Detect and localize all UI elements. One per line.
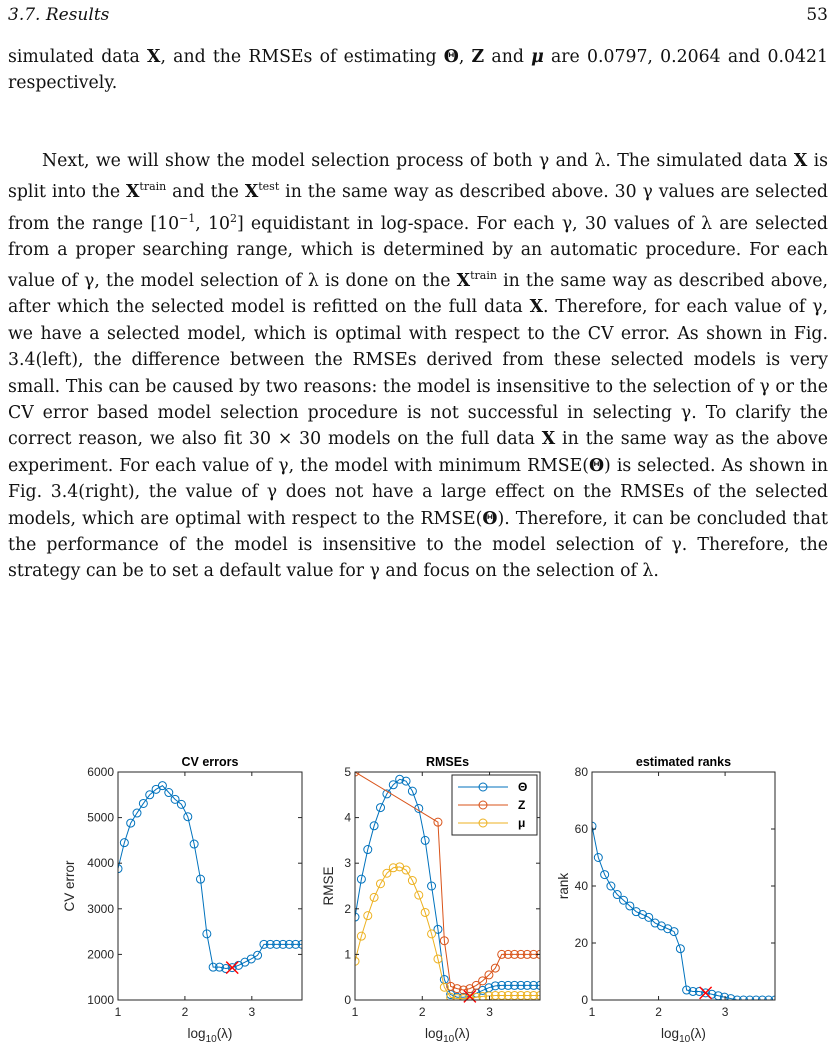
y-tick-label: 40 — [574, 879, 588, 893]
x-tick-label: 3 — [248, 1005, 256, 1019]
chart-title: estimated ranks — [635, 755, 732, 769]
y-axis-label: CV error — [62, 860, 77, 912]
y-tick-label: 5 — [344, 765, 351, 779]
y-tick-label: 60 — [574, 822, 588, 836]
chart-panel-1 — [62, 755, 306, 1045]
chart-title: RMSEs — [425, 755, 470, 769]
x-tick-label: 1 — [588, 1005, 596, 1019]
x-tick-label: 1 — [351, 1005, 359, 1019]
y-tick-label: 0 — [581, 993, 588, 1007]
x-axis-label: $\log_{10}(\lambda)$ — [187, 1026, 233, 1045]
x-tick-label: 2 — [418, 1005, 426, 1019]
y-tick-label: 4000 — [87, 856, 114, 871]
x-tick-label: 2 — [181, 1005, 189, 1019]
x-tick-label: 2 — [655, 1005, 662, 1019]
legend-label: μ — [518, 816, 526, 830]
axes-box — [592, 772, 775, 1000]
y-tick-label: 4 — [344, 810, 351, 825]
paragraph-1: simulated data X, and the RMSEs of estimating Θ, Z and μ are 0.0797, 0.2064 and 0.0421 respectively. — [8, 47, 828, 94]
y-tick-label: 3 — [344, 856, 351, 871]
x-tick-label: 3 — [486, 1005, 493, 1019]
x-axis-label: $\log_{10}(\lambda)$ — [661, 1026, 706, 1045]
chart-title: CV errors — [181, 755, 239, 769]
y-tick-label: 0 — [344, 993, 351, 1007]
y-tick-label: 5000 — [87, 810, 114, 825]
y-axis-label: RMSE — [321, 866, 336, 906]
chart-legend — [452, 775, 537, 835]
y-tick-label: 6000 — [87, 765, 114, 779]
figure-3-4 — [0, 740, 836, 1051]
series-line-1 — [592, 826, 775, 1000]
x-tick-label: 3 — [721, 1005, 729, 1019]
chart-panel-3 — [556, 755, 779, 1045]
page-number: 53 — [806, 5, 828, 25]
y-tick-label: 80 — [574, 765, 588, 779]
legend-label: Θ — [518, 780, 528, 794]
chart-data-layer — [588, 822, 779, 1004]
y-tick-label: 1 — [344, 947, 351, 962]
y-tick-label: 2000 — [87, 947, 114, 962]
y-tick-label: 3000 — [87, 901, 114, 916]
x-tick-label: 1 — [114, 1005, 122, 1019]
paragraph-2: Next, we will show the model selection process of both γ and λ. The simulated data X is split into the $X^{train}$ and the $X^{test}$ in the same way as described above. 30 γ values are selected from the range [$10^{-1}$, $10^2$] equidistant in log-space. For each γ, 30 values of λ are selected from a proper searching range, which is determined by an automatic procedure. For each value of γ, the model selection of λ is done on the $X^{train}$ in the same way as described above, after which the selected model is refitted on the full data X. Therefore, for each value of γ, we have a selected model, which is optimal with respect to the CV error. As shown in Fig. 3.4(left), the difference between the RMSEs derived from these selected models is very small. This can be caused by two reasons: the model is insensitive to the selection of γ or the CV error based model selection procedure is not successful in selecting γ. To clarify the correct reason, we also fit 30 × 30 models on the full data X in the same way as the above experiment. For each value of γ, the model with minimum RMSE(Θ) is selected. As shown in Fig. 3.4(right), the value of γ does not have a large effect on the RMSEs of the selected models, which are optimal with respect to the RMSE(Θ). Therefore, it can be concluded that the performance of the model is insensitive to the model selection of γ. Therefore, the strategy can be to set a default value for γ and focus on the selection of λ. — [8, 151, 829, 582]
page-header — [8, 5, 828, 29]
y-axis-label: rank — [556, 872, 571, 900]
section-title: 3.7. Results — [8, 5, 110, 25]
x-axis-label: $\log_{10}(\lambda)$ — [425, 1026, 470, 1045]
legend-label: Z — [518, 798, 526, 812]
y-tick-label: 1000 — [87, 993, 114, 1007]
chart-panel-2 — [321, 755, 544, 1045]
y-tick-label: 2 — [344, 901, 351, 916]
chart-data-layer — [114, 782, 306, 973]
y-tick-label: 20 — [574, 936, 588, 950]
